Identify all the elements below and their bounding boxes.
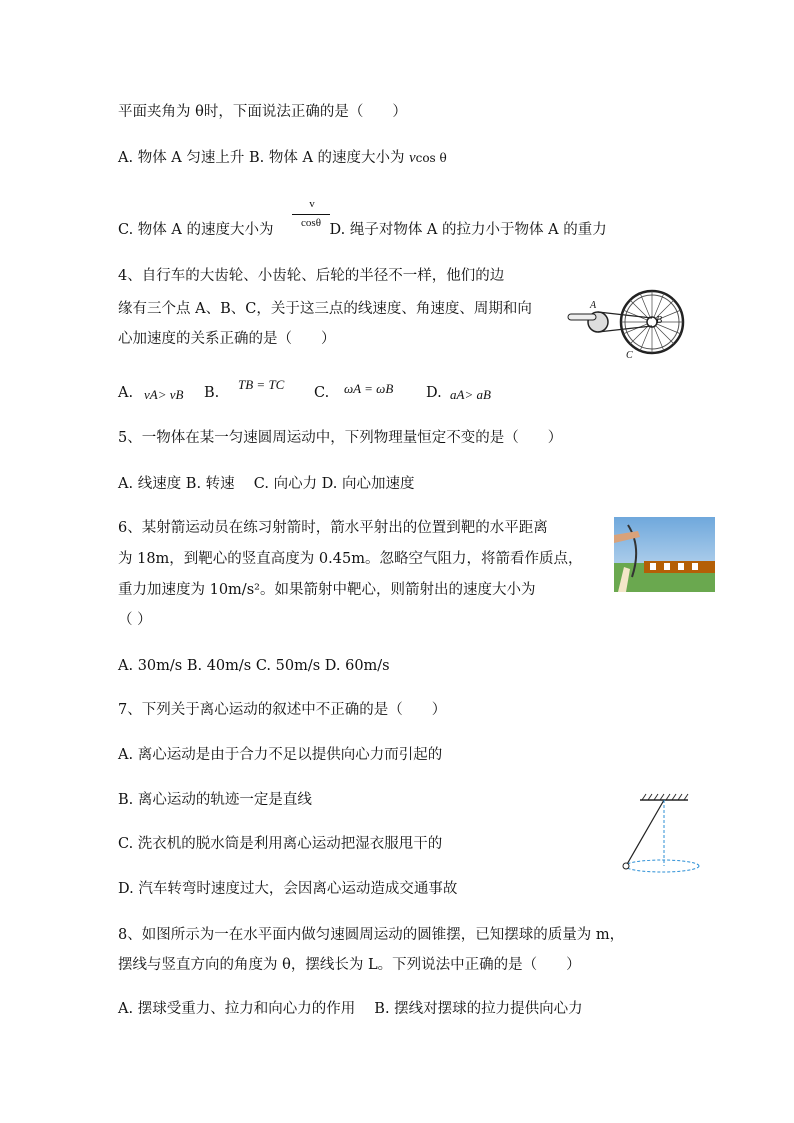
question-7-option-a: A. 离心运动是由于合力不足以提供向心力而引起的: [118, 747, 443, 763]
option-d-math: aA> aB: [450, 387, 491, 402]
fraction-bar: [292, 214, 330, 215]
question-4-line-2: 缘有三个点 A、B、C，关于这三点的线速度、角速度、周期和向: [118, 301, 532, 317]
question-3-options-ab: [118, 148, 447, 168]
question-7-option-c: C. 洗衣机的脱水筒是利用离心运动把湿衣服甩干的: [118, 836, 443, 852]
option-d-text: D. 绳子对物体 A 的拉力小于物体 A 的重力: [329, 222, 607, 238]
question-8-options: A. 摆球受重力、拉力和向心力的作用 B. 摆线对摆球的拉力提供向心力: [118, 1001, 583, 1017]
question-4-line-3: 心加速度的关系正确的是（ ）: [118, 331, 336, 347]
question-6-line-3: 重力加速度为 10m/s²。如果箭射中靶心，则箭射出的速度大小为: [118, 582, 536, 598]
question-5-stem: 5、一物体在某一匀速圆周运动中，下列物理量恒定不变的是（ ）: [118, 430, 563, 446]
option-text: A. 物体 A 匀速上升 B. 物体 A 的速度大小为: [118, 150, 410, 166]
question-7-stem: 7、下列关于离心运动的叙述中不正确的是（ ）: [118, 702, 447, 718]
option-b-label: B.: [204, 385, 220, 401]
question-6-line-4: （ ）: [118, 612, 152, 628]
question-6-line-1: 6、某射箭运动员在练习射箭时，箭水平射出的位置到靶的水平距离: [118, 520, 548, 536]
question-3-stem-end: 平面夹角为 θ时，下面说法正确的是（ ）: [118, 104, 407, 120]
question-8-line-1: 8、如图所示为一在水平面内做匀速圆周运动的圆锥摆，已知摆球的质量为 m，: [118, 927, 625, 943]
question-4-options: [118, 377, 618, 411]
question-3-options-cd: [118, 220, 607, 240]
conical-pendulum-figure: [616, 792, 706, 874]
label-c: C: [626, 350, 633, 361]
option-a-math: vA> vB: [144, 387, 184, 402]
option-c-label: C.: [314, 385, 330, 401]
option-a-label: A.: [118, 385, 134, 401]
fraction-numerator: v: [309, 198, 315, 210]
question-7-option-b: B. 离心运动的轨迹一定是直线: [118, 792, 312, 808]
question-7-option-d: D. 汽车转弯时速度过大，会因离心运动造成交通事故: [118, 881, 458, 897]
option-c-text: C. 物体 A 的速度大小为: [118, 222, 274, 238]
velocity-symbol: v: [409, 150, 416, 166]
label-b: B: [656, 315, 663, 326]
question-5-options: A. 线速度 B. 转速 C. 向心力 D. 向心加速度: [118, 476, 415, 492]
question-8-line-2: 摆线与竖直方向的角度为 θ，摆线长为 L。下列说法中正确的是（ ）: [118, 957, 581, 973]
option-c-math: ωA = ωB: [344, 381, 394, 396]
bicycle-gear-figure: [560, 288, 690, 363]
label-a: A: [590, 300, 597, 311]
option-d-label: D.: [426, 385, 442, 401]
fraction-denominator: cosθ: [301, 217, 321, 229]
question-4-line-1: 4、自行车的大齿轮、小齿轮、后轮的半径不一样，他们的边: [118, 268, 505, 284]
archery-photo: [614, 517, 715, 592]
option-b-math: TB = TC: [238, 377, 285, 392]
question-6-options: A. 30m/s B. 40m/s C. 50m/s D. 60m/s: [118, 658, 390, 674]
cos-theta: cos θ: [415, 151, 447, 165]
question-6-line-2: 为 18m，到靶心的竖直高度为 0.45m。忽略空气阻力，将箭看作质点，: [118, 551, 583, 567]
